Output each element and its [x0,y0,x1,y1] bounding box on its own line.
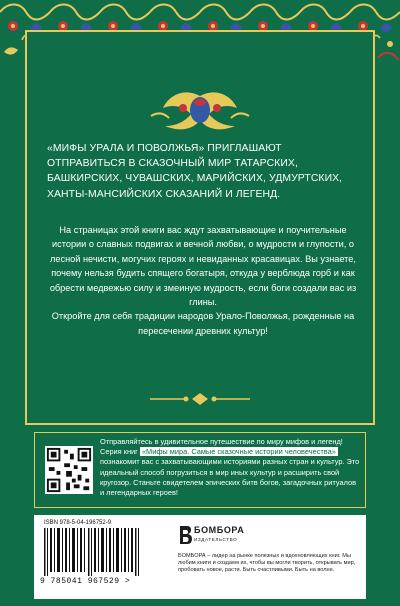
promo-text-after: познакомит вас с захватывающими историями разных стран и культур. Это идеальный способ погрузиться в мир иных культур и расширить свой кругозор. Станьте свидетелем эпических битв богов, загадочных ритуалов и легендарных героев! [100,457,360,498]
publisher-subtitle: ИЗДАТЕЛЬСТВО [194,537,238,542]
isbn-label: ISBN 978-5-04-196752-9 [44,520,112,526]
promo-text-before: Отправляйтесь в удивительное путешествие по миру мифов и легенд! Серия книг [100,437,343,457]
barcode-number: 9 785041 967529 > [40,577,131,586]
ornament-divider-icon [148,392,252,406]
description-paragraph: На страницах этой книги вас ждут захватывающие и поучительные истории о славных подвигах и вечной любви, о мудрости и глупости, о лесной нечисти, могучих героях и невиданных красавицах. Вы узнаете, почему нельзя будить спящего богатыря, откуда у верблюда горб и как обрести медвежью силу и змеиную мудрость, если боги создали вас из глины. [49,225,357,308]
series-title-highlight: «Мифы мира. Самые сказочные истории человечества» [141,447,336,457]
description-paragraph: Откройте для себя традиции народов Урало-Поволжья, рожденные на пересечении древних культур! [51,311,355,336]
publisher-name: БОМБОРА [194,525,245,535]
bird-emblem-icon [145,86,255,136]
bombora-logo-icon [178,522,192,550]
description-text [47,223,359,338]
series-promo-text [100,437,362,498]
publisher-description: БОМБОРА – лидер на рынке полезных и вдохновляющих книг. Мы любим книги и создаем их, чтобы вы могли творить, открывать мир, пробовать новое, расти. Быть счастливыми. Быть на волне. [178,553,356,574]
qr-code-icon[interactable] [45,446,93,494]
barcode-icon [44,528,140,576]
lead-text: «МИФЫ УРАЛА И ПОВОЛЖЬЯ» ПРИГЛАШАЮТ ОТПРАВИТЬСЯ В СКАЗОЧНЫЙ МИР ТАТАРСКИХ, БАШКИРСКИХ, ЧУВАШСКИХ, МАРИЙСКИХ, УДМУРТСКИХ, ХАНТЫ-МАНСИЙСКИХ СКАЗАНИЙ И ЛЕГЕНД. [47,143,343,200]
